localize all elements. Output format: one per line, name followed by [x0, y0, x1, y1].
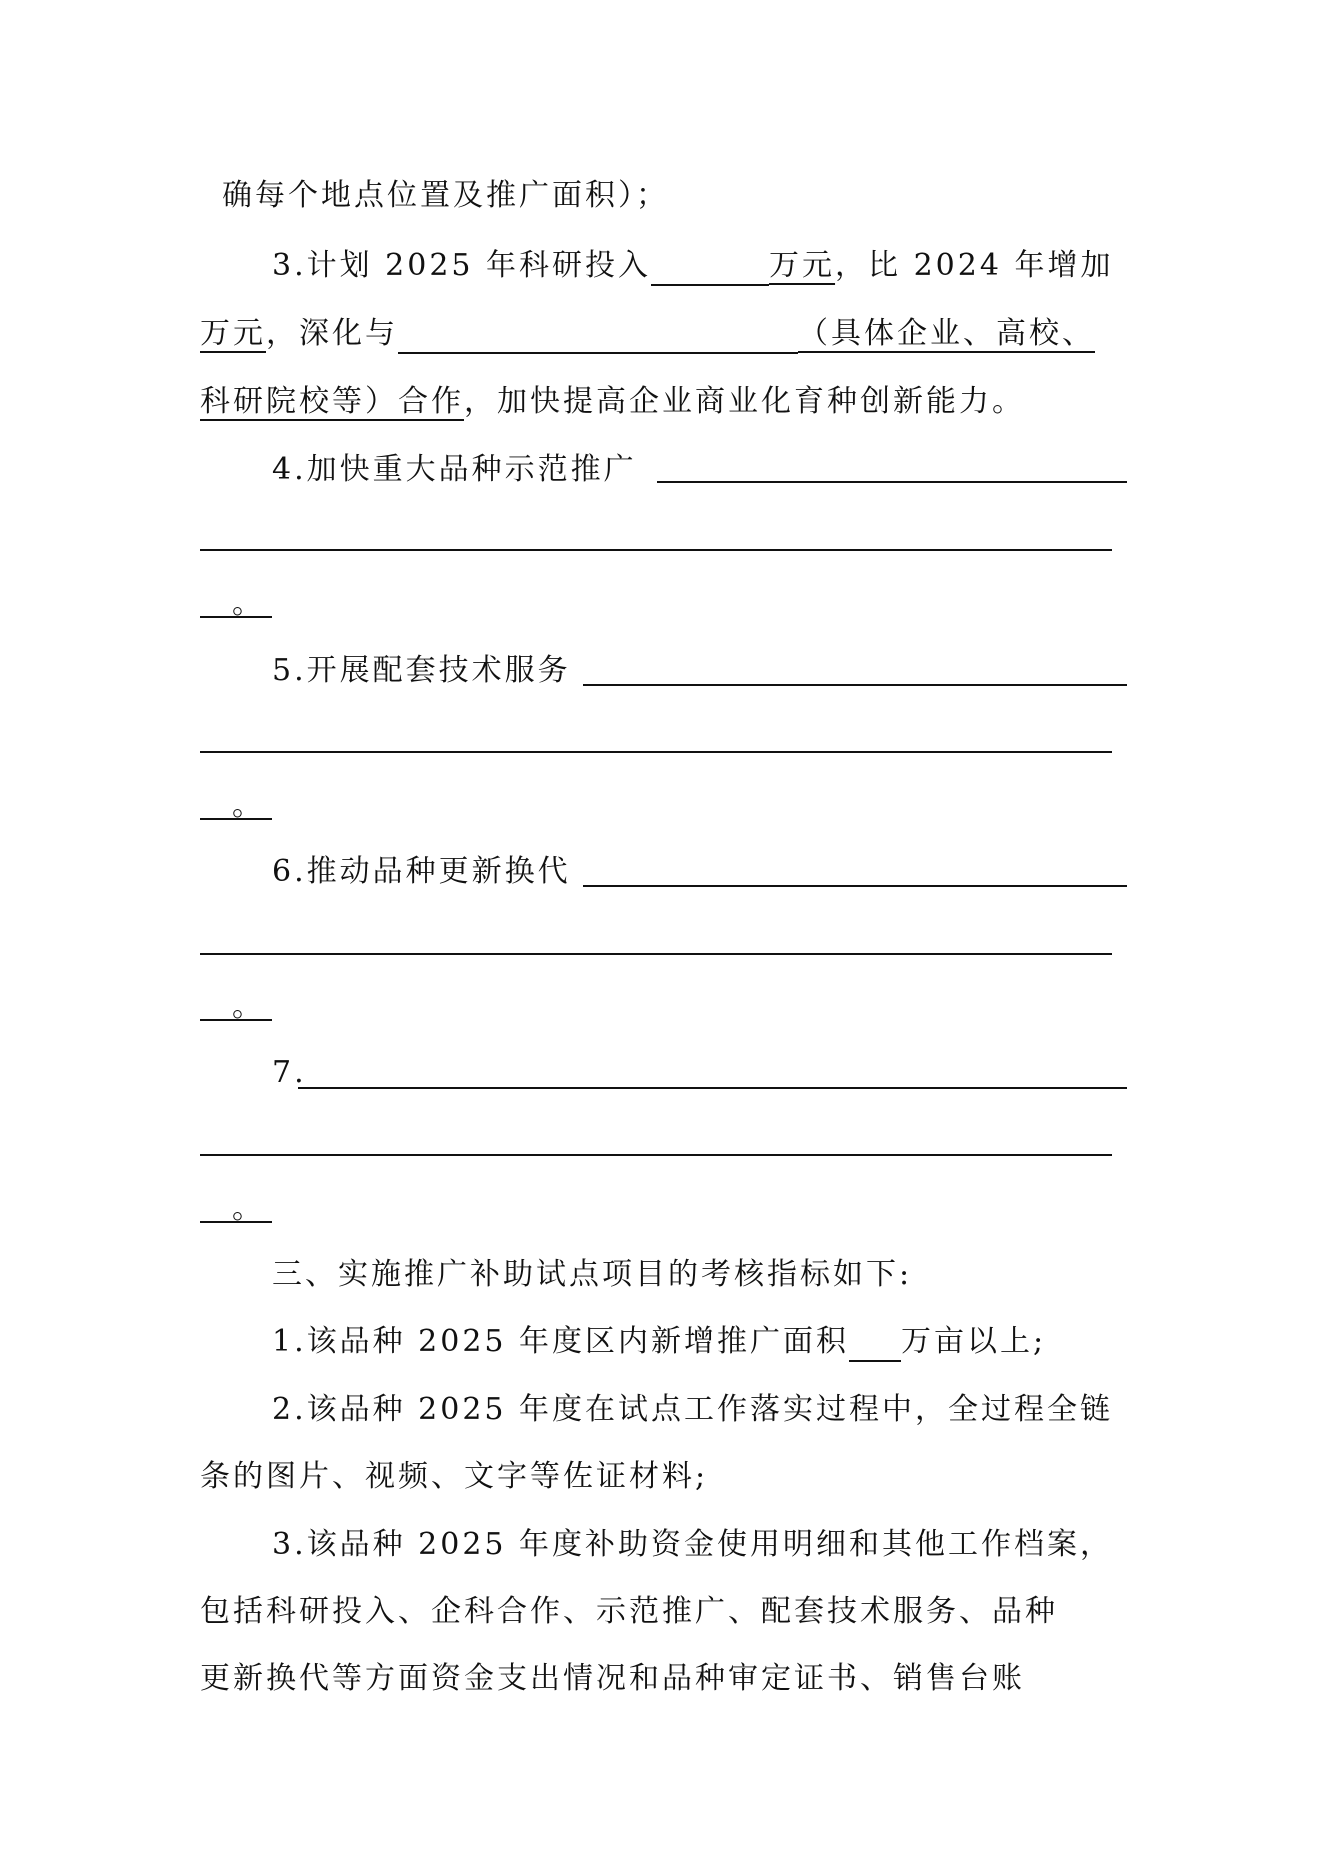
- kpi2-line2: 条的图片、视频、文字等佐证材料;: [200, 1459, 709, 1494]
- section3-heading: 三、实施推广补助试点项目的考核指标如下:: [272, 1257, 913, 1292]
- item3-line2: [200, 314, 1095, 354]
- kpi3-line3: 更新换代等方面资金支出情况和品种审定证书、销售台账: [200, 1661, 1025, 1696]
- kpi1-area-blank[interactable]: [849, 1326, 901, 1362]
- item3-prefix: 3.计划 2025 年科研投入: [272, 248, 652, 283]
- item3-unit-wanyuan-2: 万元: [200, 316, 266, 351]
- kpi1-line: [272, 1322, 1046, 1362]
- item7-blank-1[interactable]: [298, 1087, 1127, 1089]
- item5-blank-2[interactable]: [200, 751, 1112, 753]
- item5-label: 5.开展配套技术服务: [272, 653, 571, 688]
- item7-label: 7.: [272, 1055, 307, 1090]
- item6-label: 6.推动品种更新换代: [272, 854, 571, 889]
- item3-partner-blank[interactable]: [398, 318, 798, 354]
- item6-period: 。: [232, 989, 265, 1024]
- item4-period: 。: [232, 586, 265, 621]
- item3-mid: ，比 2024 年增加: [835, 248, 1114, 283]
- item3-partners-a: （具体企业、高校、: [798, 316, 1095, 351]
- item6-blank-2[interactable]: [200, 953, 1112, 955]
- item3-partners-b: 科研院校等）合作: [200, 384, 464, 419]
- item7-period: 。: [232, 1191, 265, 1226]
- item3-tail: ，加快提高企业商业化育种创新能力。: [464, 384, 1025, 419]
- item3-unit-wanyuan-1: 万元: [769, 248, 836, 283]
- item3-investment-blank[interactable]: [651, 250, 769, 286]
- item4-blank-1[interactable]: [657, 481, 1127, 483]
- text-line-continued: 确每个地点位置及推广面积）；: [222, 178, 669, 213]
- item4-label: 4.加快重大品种示范推广: [272, 452, 637, 487]
- item3-line3: [200, 382, 1025, 422]
- kpi2-line1: 2.该品种 2025 年度在试点工作落实过程中，全过程全链: [272, 1392, 1114, 1427]
- item5-period: 。: [232, 788, 265, 823]
- item4-blank-2[interactable]: [200, 549, 1112, 551]
- kpi1-text-a: 1.该品种 2025 年度区内新增推广面积: [272, 1324, 850, 1359]
- kpi1-text-b: 万亩以上;: [901, 1324, 1047, 1359]
- item7-blank-2[interactable]: [200, 1154, 1112, 1156]
- kpi3-line1: 3.该品种 2025 年度补助资金使用明细和其他工作档案，: [272, 1527, 1114, 1562]
- kpi3-line2: 包括科研投入、企科合作、示范推广、配套技术服务、品种: [200, 1594, 1058, 1629]
- item6-blank-1[interactable]: [583, 885, 1127, 887]
- item3-line1: [272, 246, 1113, 286]
- item5-blank-1[interactable]: [583, 684, 1127, 686]
- item3-deepen: ，深化与: [266, 316, 398, 351]
